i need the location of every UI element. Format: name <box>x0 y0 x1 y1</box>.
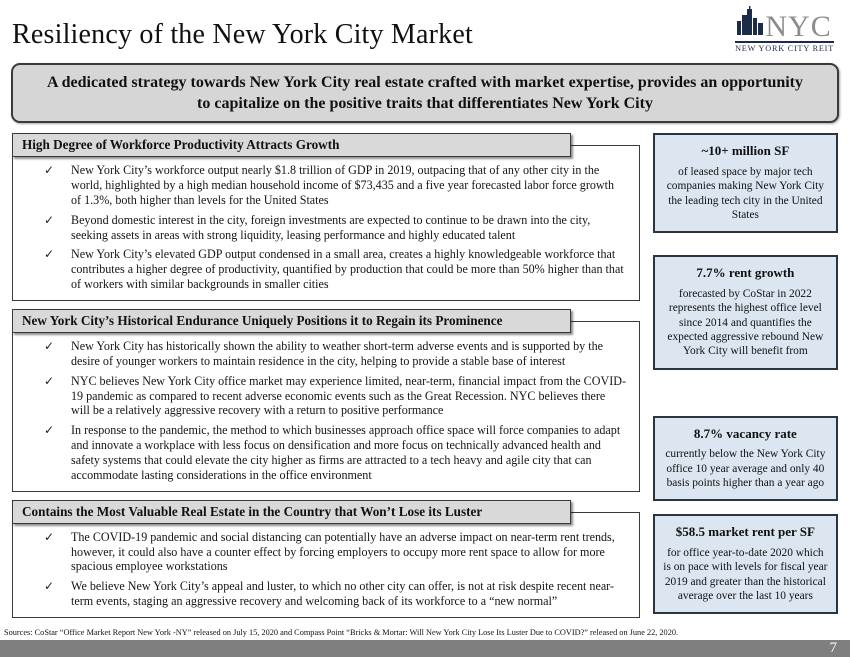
check-icon: ✓ <box>43 529 55 544</box>
check-icon: ✓ <box>43 338 55 353</box>
stats-column <box>653 133 838 614</box>
stat-title: 7.7% rent growth <box>696 265 795 281</box>
bullet-item <box>27 374 629 419</box>
bullet-text: New York City’s workforce output nearly $1.8 trillion of GDP in 2019, outpacing that of any other city in the world, highlighted by a high median household income of $73,435 and a five year forecasted labor force growth of 1.3%, both higher than levels for the United States <box>71 163 615 207</box>
stat-body: forecasted by CoStar in 2022 represents the highest office level since 2014 and quantifies the expected aggressive rebound New York City will benefit from <box>667 287 824 358</box>
bullet-text: The COVID-19 pandemic and social distancing can potentially have an adverse impact on near-term rent trends, however, it could also have a counter effect by forcing employers to occupy more rent space to allow for more spacious employee workstations <box>71 529 615 574</box>
company-logo <box>735 5 836 53</box>
page-number: 7 <box>829 639 837 656</box>
stat-body: for office year-to-date 2020 which is on pace with levels for fiscal year 2019 and greater than the historical average over the last 10 years <box>663 546 828 602</box>
stat-box-leased-sf <box>653 133 838 233</box>
section-historical-endurance <box>12 309 640 492</box>
stat-title: 8.7% vacancy rate <box>693 425 797 441</box>
spacer <box>653 233 838 255</box>
skyline-icon <box>737 5 763 40</box>
bullet-text: Beyond domestic interest in the city, foreign investments are expected to continue to be drawn into the city, seeking assets in areas with strong liquidity, leasing performance and highly educated talent <box>71 212 591 242</box>
bullet-item <box>27 530 629 575</box>
bullet-text: New York City’s elevated GDP output condensed in a small area, creates a highly knowledgeable workforce that contributes a higher degree of productivity, quantified by production that could be more than 50% higher than that of workers with similar backgrounds in smaller cities <box>71 247 624 292</box>
bullet-item <box>27 339 629 369</box>
sources-note: Sources: CoStar “Office Market Report New York -NY” released on July 15, 2020 and Compass Point “Bricks & Mortar: Will New York City Lose Its Luster Due to COVID?” released on June 22, 2020. <box>4 628 679 637</box>
section-workforce-productivity <box>12 133 640 301</box>
stat-body: currently below the New York City office 10 year average and only 40 basis points higher than a year ago <box>665 448 826 489</box>
bullet-text: NYC believes New York City office market may experience limited, near-term, financial impact from the COVID-19 pandemic as compared to recent adverse economic events such as the Great Recession. NYC believes there will be a relatively aggressive recovery with a return to positive performance <box>71 373 627 418</box>
section-body <box>12 512 640 618</box>
stat-box-rent-growth <box>653 255 838 369</box>
footer-bar <box>0 640 850 657</box>
section-title: Contains the Most Valuable Real Estate in the Country that Won’t Lose its Luster <box>12 500 571 524</box>
check-icon: ✓ <box>43 247 55 262</box>
bullet-text: New York City has historically shown the ability to weather short-term adverse events and is supported by the desire of younger workers to maintain residence in the city, helping to provide a stable base of interest <box>71 338 604 368</box>
stat-box-market-rent <box>653 514 838 614</box>
check-icon: ✓ <box>43 579 55 594</box>
spacer <box>653 501 838 514</box>
main-content <box>0 129 850 626</box>
bullet-text: In response to the pandemic, the method to which businesses approach office space will force companies to adapt and innovate a workplace with less focus on densification and more focus on technically advanced health and safety systems that could elevate the city higher as firms are attracted to a tech heavy and agile city that can accommodate lasting considerations in the office environment <box>71 423 621 482</box>
sections-column <box>12 133 640 626</box>
logo-acronym: NYC <box>765 10 832 43</box>
section-body <box>12 145 640 301</box>
check-icon: ✓ <box>43 423 55 438</box>
spacer <box>653 370 838 416</box>
logo-top-row <box>735 5 834 43</box>
stat-title: $58.5 market rent per SF <box>675 524 815 540</box>
bullet-item <box>27 247 629 292</box>
bullet-item <box>27 213 629 243</box>
stat-box-vacancy-rate <box>653 416 838 502</box>
section-valuable-real-estate <box>12 500 640 618</box>
bullet-item <box>27 579 629 609</box>
logo-subtitle: NEW YORK CITY REIT <box>735 41 834 53</box>
slide-header <box>0 0 850 55</box>
stat-title: ~10+ million SF <box>701 143 790 159</box>
section-body <box>12 321 640 492</box>
check-icon: ✓ <box>43 212 55 227</box>
section-title: New York City’s Historical Endurance Uniquely Positions it to Regain its Prominence <box>12 309 571 333</box>
bullet-item <box>27 423 629 483</box>
check-icon: ✓ <box>43 163 55 178</box>
strategy-banner: A dedicated strategy towards New York City real estate crafted with market expertise, provides an opportunity to capitalize on the positive traits that differentiates New York City <box>11 63 839 123</box>
bullet-text: We believe New York City’s appeal and luster, to which no other city can offer, is not at risk despite recent near-term events, staging an aggressive recovery and welcoming back of its workforce to a “new normal” <box>71 579 614 609</box>
bullet-item <box>27 163 629 208</box>
page-title: Resiliency of the New York City Market <box>12 18 473 50</box>
section-title: High Degree of Workforce Productivity Attracts Growth <box>12 133 571 157</box>
check-icon: ✓ <box>43 373 55 388</box>
stat-body: of leased space by major tech companies making New York City the leading tech city in the United States <box>666 165 824 221</box>
